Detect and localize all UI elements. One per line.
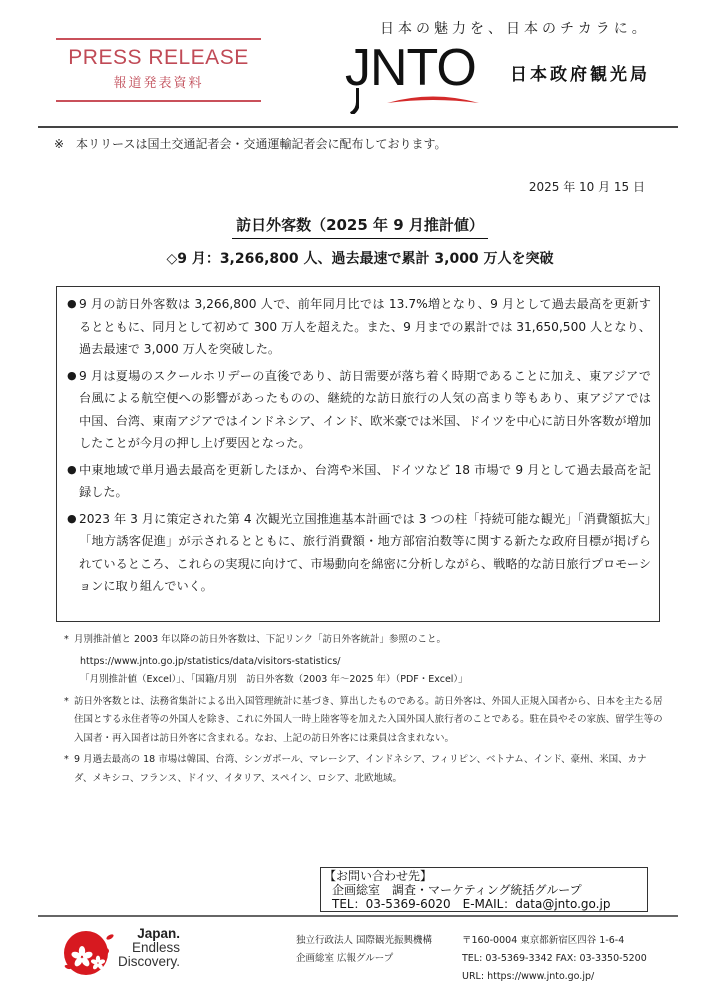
- brand-slogan: [118, 927, 180, 969]
- footnote-definition: [64, 693, 664, 749]
- press-release-subtitle: 報道発表資料: [113, 76, 204, 91]
- press-release-title: PRESS RELEASE: [68, 46, 249, 69]
- bullet-icon: ●: [67, 297, 77, 310]
- address-info: [462, 932, 647, 986]
- tagline: 日本の魅力を、日本のチカラに。: [380, 21, 650, 37]
- footnote-text: 月別推計値と 2003 年以降の訪日外客数は、下記リンク「訪日外客統計」参照のこと。: [74, 634, 447, 645]
- organization-name: 独立行政法人 国際観光振興機構: [296, 935, 433, 946]
- release-date: 2025 年 10 月 15 日: [528, 180, 645, 194]
- press-release-badge: [56, 38, 261, 102]
- summary-bullet-text: 中東地域で単月過去最高を更新したほか、台湾や米国、ドイツなど 18 市場で 9 月として過去最高を記録した。: [79, 462, 651, 499]
- press-rule-bottom: [56, 100, 261, 102]
- brand-line-2: Endless: [131, 940, 181, 955]
- footnote-star: *: [64, 634, 69, 645]
- footnote-star: *: [64, 695, 69, 707]
- document-title: 訪日外客数（2025 年 9 月推計値）: [232, 214, 488, 239]
- brand-line-3: Discovery.: [118, 954, 181, 969]
- website-url[interactable]: URL: https://www.jnto.go.jp/: [462, 971, 595, 982]
- press-rule-top: [56, 38, 261, 40]
- document-subtitle: ◇9 月：3,266,800 人、過去最速で累計 3,000 万人を突破: [166, 251, 554, 267]
- summary-bullet: [67, 508, 651, 598]
- jnto-swoosh-icon: [387, 94, 479, 104]
- summary-bullet: [67, 459, 651, 504]
- statistics-link[interactable]: https://www.jnto.go.jp/statistics/data/visitors-statistics/: [80, 655, 341, 667]
- contact-tel-email[interactable]: TEL：03-5369-6020 E-MAIL：data@jnto.go.jp: [332, 897, 611, 911]
- footer-divider: [38, 915, 678, 917]
- organization-info: [296, 932, 432, 968]
- tel-fax: TEL: 03-5369-3342 FAX: 03-3350-5200: [462, 953, 647, 964]
- summary-box: [56, 286, 660, 622]
- summary-bullet-text: 9 月は夏場のスクールホリデーの直後であり、訪日需要が落ち着く時期であることに加え、東アジアで台風による航空便への影響があったものの、継続的な訪日旅行の人気の高まり等もあり、東アジアでは中国、台湾、東南アジアではインドネシア、インド、欧米豪では米国、ドイツを中心に訪日外客数が増加したことが今月の押し上げ要因となった。: [79, 368, 651, 450]
- brand-line-1: Japan.: [137, 926, 181, 941]
- japan-endless-discovery-logo: [60, 923, 190, 983]
- statistics-files: 「月別推計値（Excel）」、「国籍/月別 訪日外客数（2003 年～2025 年）（PDF・Excel）」: [80, 674, 468, 685]
- footnote-text: 訪日外客数とは、法務省集計による出入国管理統計に基づき、算出したものである。訪日外客は、外国人正規入国者から、日本を主たる居住国とする永住者等の外国人を除き、これに外国人一時上陸客等を加えた入国外国人旅行者のことである。駐在員やその家族、留学生等の入国者・再入国者は訪日外客に含まれる。なお、上記の訪日外客には乗員は含まれない。: [74, 695, 663, 744]
- footnotes: [64, 631, 664, 791]
- sakura-sun-icon: [60, 923, 122, 983]
- jnto-logo-text: JNTO: [345, 39, 476, 97]
- jnto-j-tail-icon: [349, 88, 359, 114]
- bullet-icon: ●: [67, 511, 77, 525]
- footnote-statistics: [64, 631, 664, 650]
- distribution-note: ※ 本リリースは国土交通記者会・交通運輸記者会に配布しております。: [54, 137, 447, 151]
- footnote-markets: [64, 751, 664, 788]
- jnto-logo: [345, 39, 485, 116]
- summary-bullet: [67, 365, 651, 455]
- header-divider: [38, 126, 678, 128]
- document-title-wrap: [0, 214, 720, 239]
- bullet-icon: ●: [67, 368, 77, 382]
- contact-box: [320, 867, 648, 912]
- contact-heading: 【お問い合わせ先】: [324, 869, 433, 883]
- summary-bullet: [67, 293, 651, 361]
- contact-department: 企画総室 調査・マーケティング統括グループ: [332, 883, 582, 897]
- postal-address: 〒160-0004 東京都新宿区四谷 1-6-4: [462, 935, 625, 946]
- footnote-text: 9 月過去最高の 18 市場は韓国、台湾、シンガポール、マレーシア、インドネシア、フィリピン、ベトナム、インド、豪州、米国、カナダ、メキシコ、フランス、ドイツ、イタリア、スペイン、ロシア、北欧地域。: [74, 754, 647, 784]
- organization-department: 企画総室 広報グループ: [296, 953, 394, 964]
- bullet-icon: ●: [67, 462, 77, 476]
- summary-bullet-text: 2023 年 3 月に策定された第 4 次観光立国推進基本計画では 3 つの柱「持続可能な観光」「消費額拡大」「地方誘客促進」が示されるとともに、旅行消費額・地方部宿泊数等に関する新たな政府目標が掲げられているところ、これらの実現に向けて、市場動向を綿密に分析しながら、戦略的な訪日旅行プロモーションに取り組んでいく。: [79, 511, 651, 593]
- footnote-star: *: [64, 754, 69, 765]
- agency-name: 日本政府観光局: [510, 65, 650, 85]
- summary-bullet-text: 9 月の訪日外客数は 3,266,800 人で、前年同月比では 13.7%増となり、9 月として過去最高を更新するとともに、同月として初めて 300 万人を超えた。また、9 月までの累計では 31,650,500 人となり、過去最速で 3,000 万人を突破した。: [79, 297, 651, 356]
